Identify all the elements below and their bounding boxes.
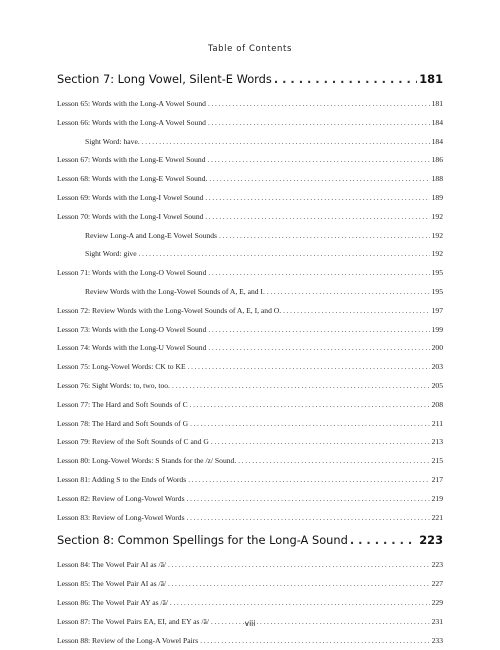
toc-entry[interactable] (57, 264, 443, 283)
toc-entry-page-number: 184 (431, 117, 443, 127)
toc-entry-page-number: 195 (431, 268, 443, 278)
toc-entry-title: Review Long-A and Long-E Vowel Sounds (85, 230, 217, 240)
toc-entry-page-number: 181 (431, 99, 443, 108)
toc-entry-title: Sight Word: give (85, 249, 137, 259)
toc-entry-title: Lesson 68: Words with the Long-E Vowel Sound. (57, 174, 208, 184)
toc-entry-page-number: 227 (431, 579, 443, 589)
toc-entry-page-number: 184 (431, 136, 443, 146)
dot-leader (208, 264, 429, 283)
toc-entry[interactable] (57, 170, 443, 189)
toc-entry[interactable] (57, 151, 443, 170)
toc-entry[interactable] (57, 302, 443, 321)
toc-entry-page-number: 219 (431, 493, 443, 503)
toc-entry[interactable] (57, 632, 443, 650)
dot-leader (208, 339, 429, 358)
toc-entry-page-number: 188 (431, 174, 443, 184)
toc-entry-title: Lesson 75: Long-Vowel Words: CK to KE (57, 362, 186, 372)
toc-entry-title: Lesson 83: Review of Long-Vowel Words (57, 512, 185, 522)
toc-entry-page-number: 186 (431, 155, 443, 165)
dot-leader (208, 321, 429, 340)
dot-leader (139, 245, 430, 264)
toc-entry-page-number: 233 (431, 635, 443, 645)
toc-entry-page-number: 192 (431, 211, 443, 221)
dot-leader (208, 114, 430, 133)
toc-entry-title: Lesson 88: Review of the Long-A Vowel Pairs (57, 635, 199, 645)
toc-entry[interactable] (57, 396, 443, 415)
toc-entry-page-number: 221 (431, 512, 443, 522)
toc-entry-title: Lesson 84: The Vowel Pair AI as /ā/ (57, 560, 167, 570)
dot-leader (168, 575, 430, 594)
toc-entry-title: Lesson 70: Words with the Long-I Vowel Sound (57, 211, 204, 221)
toc-entry[interactable] (57, 227, 443, 246)
dot-leader (208, 151, 430, 170)
toc-entry-page-number: 192 (431, 230, 443, 240)
toc-entry[interactable] (57, 490, 443, 509)
dot-leader (208, 95, 430, 114)
toc-entry[interactable] (57, 471, 443, 490)
section-8-entries (57, 556, 443, 650)
section-heading-8[interactable] (57, 533, 443, 551)
toc-entry-page-number: 205 (431, 380, 443, 390)
dot-leader (283, 302, 429, 321)
dot-leader (238, 452, 429, 471)
toc-entry-page-number: 197 (431, 305, 443, 315)
dot-leader (350, 533, 417, 547)
toc-entry-page-number: 211 (431, 418, 443, 428)
toc-entry[interactable] (57, 415, 443, 434)
table-of-contents (57, 70, 443, 650)
toc-entry[interactable] (57, 433, 443, 452)
dot-leader (188, 471, 429, 490)
toc-entry-title: Lesson 65: Words with the Long-A Vowel Sound (57, 99, 206, 108)
dot-leader (142, 133, 430, 152)
toc-entry-page-number: 189 (431, 192, 443, 202)
toc-entry-title: Lesson 69: Words with the Long-I Vowel Sound (57, 192, 204, 202)
toc-entry-page-number: 208 (431, 399, 443, 409)
dot-leader (188, 358, 430, 377)
section-title: Section 7: Long Vowel, Silent-E Words (57, 72, 272, 86)
toc-entry-title: Lesson 79: Review of the Soft Sounds of C and G (57, 437, 209, 447)
toc-entry[interactable] (57, 575, 443, 594)
toc-entry-title: Lesson 78: The Hard and Soft Sounds of G (57, 418, 189, 428)
toc-entry[interactable] (57, 556, 443, 575)
dot-leader (209, 170, 429, 189)
toc-entry-title: Lesson 74: Words with the Long-U Vowel Sound (57, 343, 207, 353)
toc-entry-page-number: 217 (431, 474, 443, 484)
toc-entry-page-number: 192 (431, 249, 443, 259)
toc-entry-title: Lesson 71: Words with the Long-O Vowel Sound (57, 268, 207, 278)
toc-entry[interactable] (57, 133, 443, 152)
toc-entry[interactable] (57, 283, 443, 302)
toc-entry-title: Lesson 73: Words with the Long-O Vowel Sound (57, 324, 207, 334)
toc-entry-title: Lesson 82: Review of Long-Vowel Words (57, 493, 185, 503)
toc-entry-title: Lesson 67: Words with the Long-E Vowel Sound (57, 155, 206, 165)
page-number-footer: viii (244, 619, 256, 628)
section-page-number: 181 (419, 72, 443, 86)
dot-leader (267, 283, 430, 302)
dot-leader (172, 377, 430, 396)
toc-entry-page-number: 200 (431, 343, 443, 353)
toc-entry[interactable] (57, 95, 443, 114)
toc-entry-title: Lesson 80: Long-Vowel Words: S Stands for the /z/ Sound. (57, 456, 237, 466)
toc-entry[interactable] (57, 509, 443, 528)
toc-entry[interactable] (57, 358, 443, 377)
toc-entry-title: Lesson 87: The Vowel Pairs EA, EI, and EY as /ā/ (57, 616, 209, 626)
dot-leader (205, 208, 429, 227)
toc-entry-page-number: 215 (431, 456, 443, 466)
toc-entry[interactable] (57, 208, 443, 227)
toc-entry[interactable] (57, 189, 443, 208)
dot-leader (190, 396, 430, 415)
dot-leader (274, 72, 417, 86)
toc-entry-title: Lesson 72: Review Words with the Long-Vowel Sounds of A, E, I, and O. (57, 305, 282, 315)
section-title: Section 8: Common Spellings for the Long-A Sound (57, 533, 348, 548)
toc-entry-title: Review Words with the Long-Vowel Sounds of A, E, and I. (85, 286, 265, 296)
toc-entry-title: Lesson 77: The Hard and Soft Sounds of C (57, 399, 188, 409)
toc-entry-title: Lesson 86: The Vowel Pair AY as /ā/ (57, 597, 169, 607)
dot-leader (170, 594, 430, 613)
toc-entry-title: Lesson 81: Adding S to the Ends of Words (57, 474, 187, 484)
toc-entry-page-number: 229 (431, 597, 443, 607)
toc-entry-title: Lesson 76: Sight Words: to, two, too. (57, 380, 170, 390)
toc-entry-page-number: 213 (431, 437, 443, 447)
toc-entry-title: Sight Word: have. (85, 136, 140, 146)
dot-leader (205, 189, 429, 208)
dot-leader (190, 415, 430, 434)
dot-leader (187, 490, 430, 509)
dot-leader (200, 632, 429, 650)
toc-entry-page-number: 223 (431, 560, 443, 570)
toc-entry[interactable] (57, 452, 443, 471)
running-header: Table of Contents (207, 44, 292, 54)
toc-entry[interactable] (57, 114, 443, 133)
toc-entry-page-number: 199 (431, 324, 443, 334)
toc-entry-title: Lesson 85: The Vowel Pair AI as /ā/ (57, 579, 167, 589)
toc-entry[interactable] (57, 321, 443, 340)
section-page-number: 223 (419, 533, 443, 548)
toc-entry[interactable] (57, 245, 443, 264)
toc-entry-title: Lesson 66: Words with the Long-A Vowel Sound (57, 117, 206, 127)
dot-leader (168, 556, 430, 575)
toc-entry-page-number: 231 (431, 616, 443, 626)
toc-entry-page-number: 195 (431, 286, 443, 296)
toc-entry[interactable] (57, 377, 443, 396)
toc-entry[interactable] (57, 594, 443, 613)
section-heading-7[interactable] (57, 72, 443, 90)
toc-entry[interactable] (57, 339, 443, 358)
section-7-entries (57, 95, 443, 527)
dot-leader (219, 227, 430, 246)
dot-leader (187, 509, 430, 528)
toc-entry-page-number: 203 (431, 362, 443, 372)
dot-leader (211, 433, 430, 452)
